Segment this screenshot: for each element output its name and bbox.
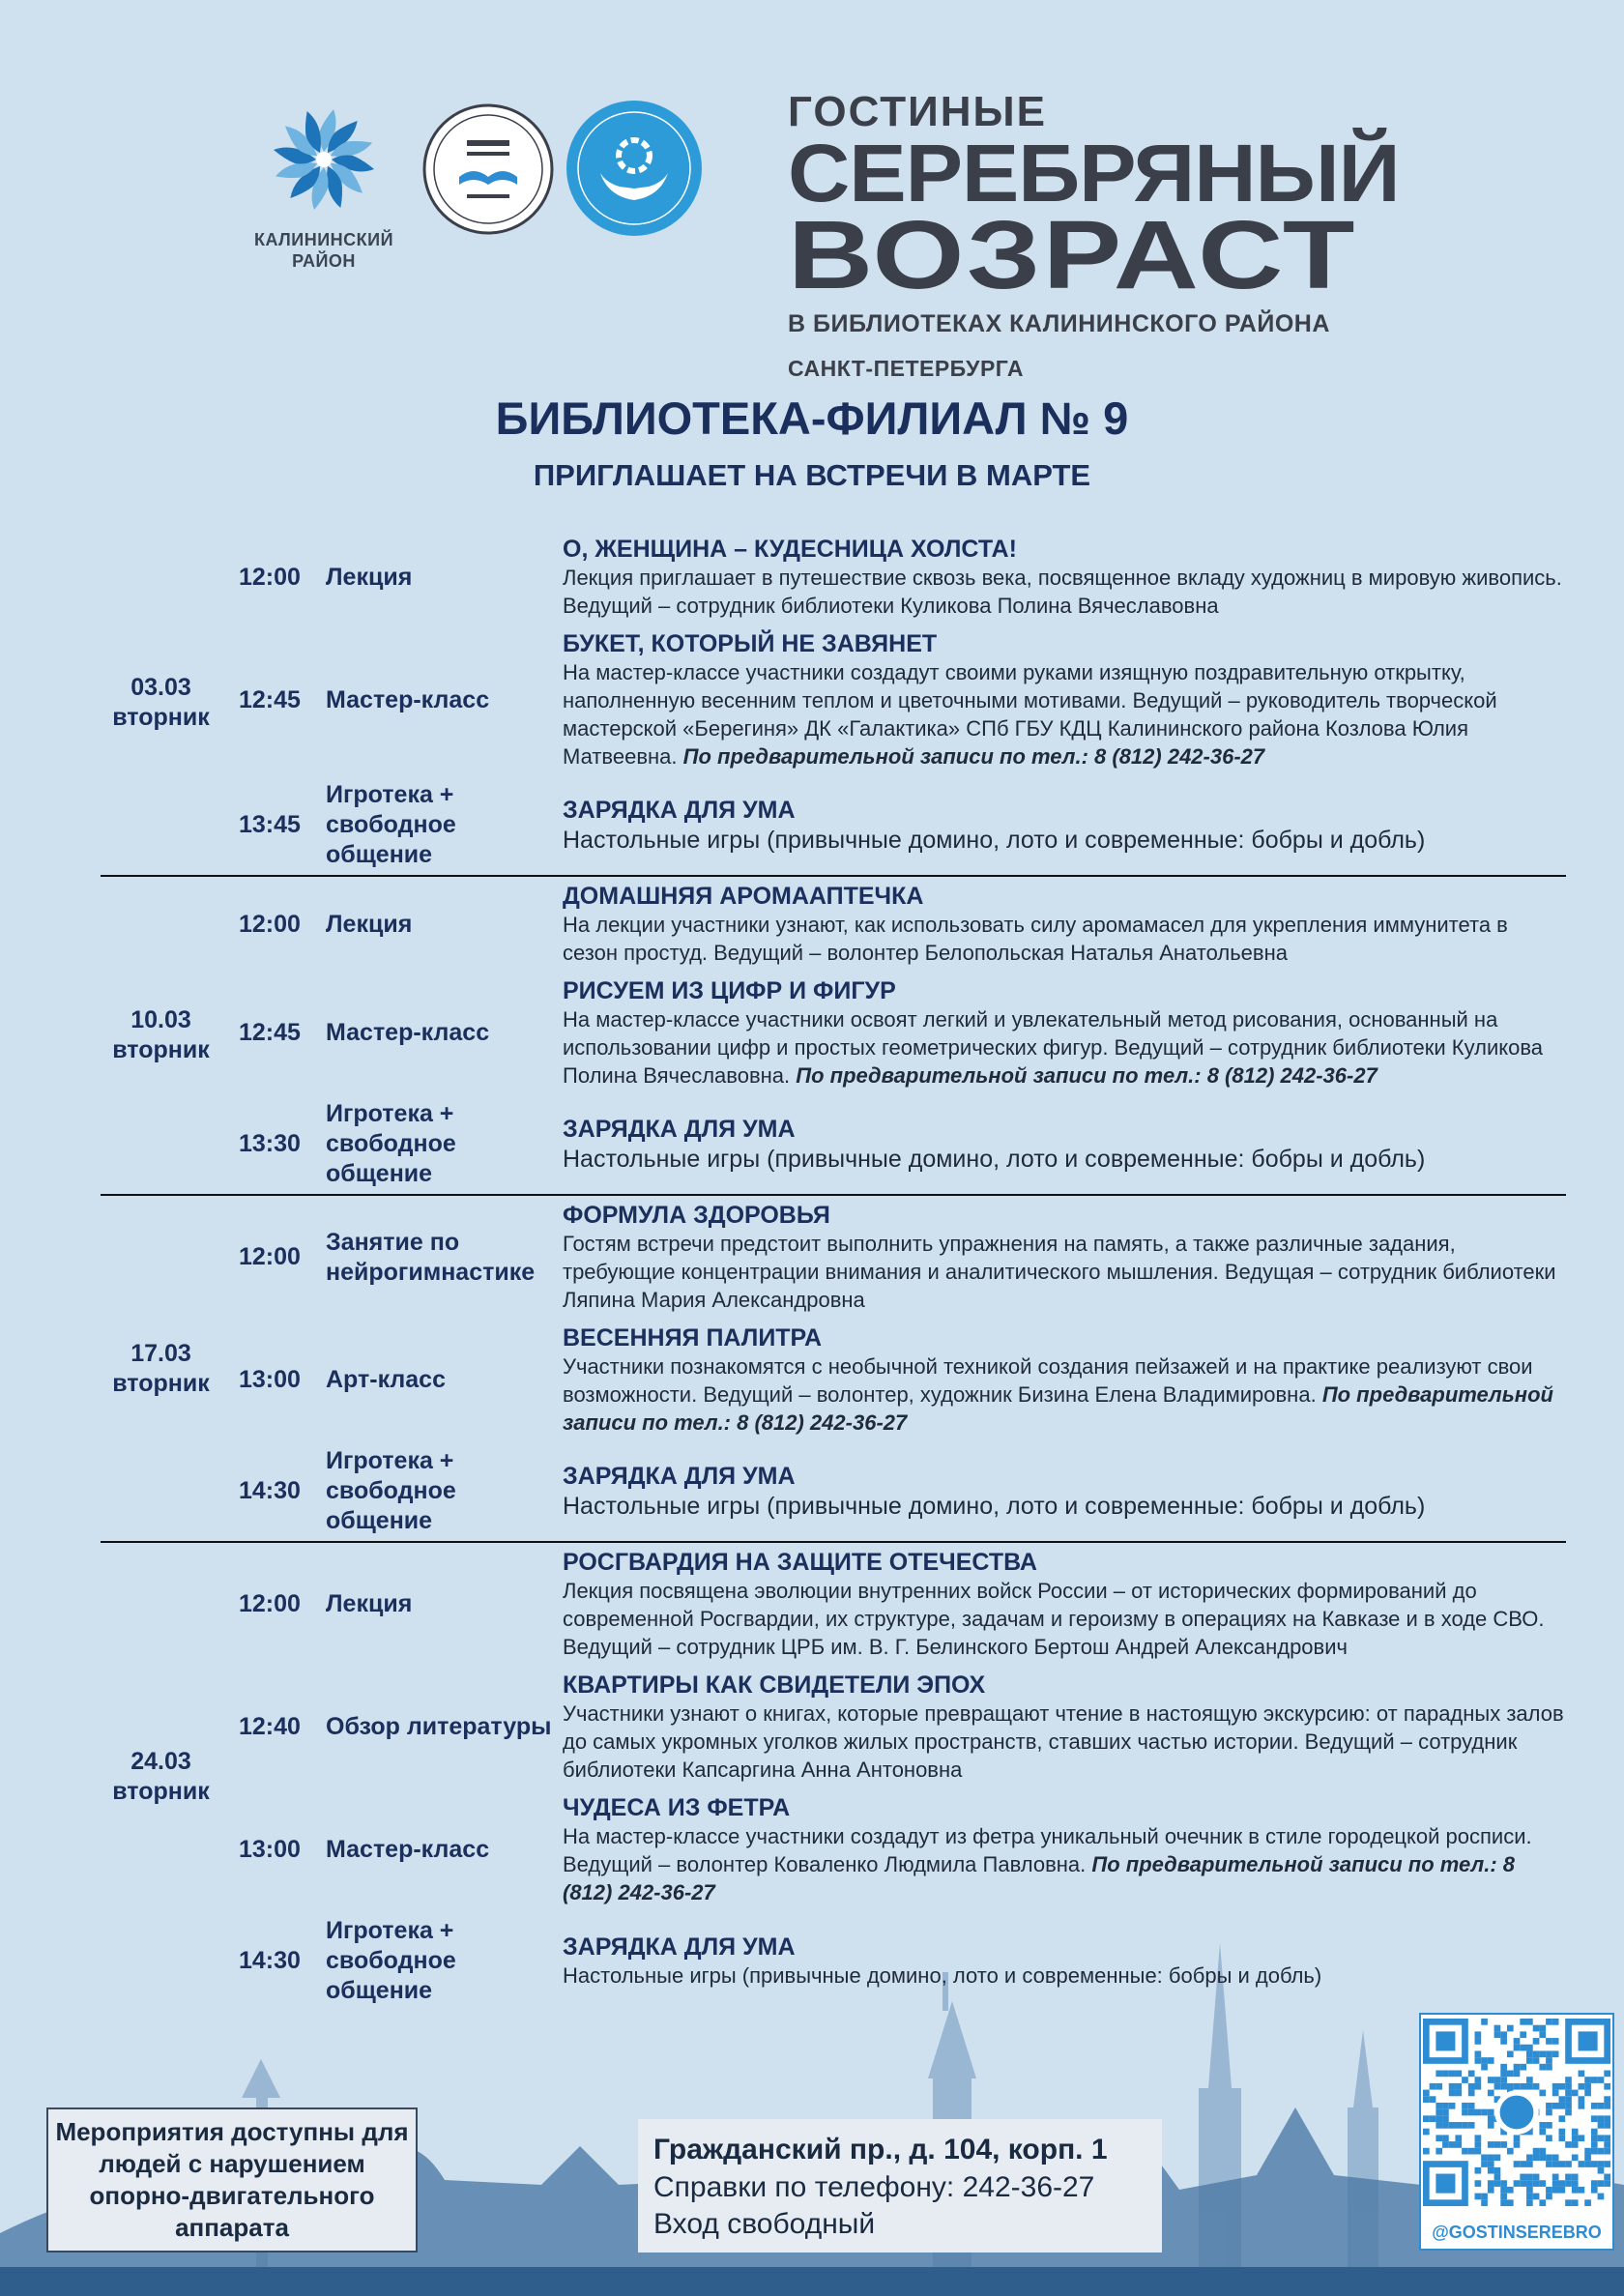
event-text [563,1005,1566,1090]
event-description [563,882,1566,967]
event-text-body: На мастер-классе участники освоят легкий и увлекательный метод рисования, основанный на использовании цифр и простых геометрических фигур. Ведущий – сотрудник библиотеки Куликова Полина Вячеславовна. [563,1007,1544,1088]
event-text-body: Настольные игры (привычные домино, лото и современные: бобры и добль) [563,1963,1322,1988]
brand-line-4: В БИБЛИОТЕКАХ КАЛИНИНСКОГО РАЙОНА [788,310,1330,337]
event-type: Лекция [326,1590,413,1617]
day-date [101,1543,221,2011]
event-description [563,535,1566,620]
event-type: Мастер-класс [326,685,490,713]
event-type: Мастер-класс [326,1836,490,1863]
event-text [563,1700,1566,1784]
event-description [563,1793,1566,1906]
event-text-body: Лекция приглашает в путешествие сквозь века, посвященное вкладу художниц в мировую живопись. Ведущий – сотрудник библиотеки Куликова Полина Вячеславовна [563,566,1562,618]
event-description [563,976,1566,1090]
date-value: 10.03 [130,1006,191,1033]
event-text [563,1230,1566,1314]
event-heading: ВЕСЕННЯЯ ПАЛИТРА [563,1324,823,1351]
day-events [221,530,1566,875]
event-description [563,796,1566,856]
event-heading: ЗАРЯДКА ДЛЯ УМА [563,796,796,824]
brand-logo-text [788,88,1400,385]
weekday: вторник [112,1036,210,1063]
event-text [563,658,1566,770]
registration-note: По предварительной записи по тел.: 8 (812) 242-36-27 [563,1382,1553,1435]
swirl-emblem-icon [271,92,377,227]
event-row [221,972,1566,1094]
event-heading: ЗАРЯДКА ДЛЯ УМА [563,1933,796,1961]
qr-code-box[interactable] [1419,2013,1614,2251]
event-text [563,825,1566,856]
page-subtitle: ПРИГЛАШАЕТ НА ВСТРЕЧИ В МАРТЕ [533,458,1091,492]
event-heading: ДОМАШНЯЯ АРОМААПТЕЧКА [563,883,924,910]
day-date [101,1196,221,1541]
event-schedule [101,530,1566,2011]
event-description [563,629,1566,770]
event-heading: БУКЕТ, КОТОРЫЙ НЕ ЗАВЯНЕТ [563,630,938,657]
event-description [563,1201,1566,1314]
kalininsky-caption: КАЛИНИНСКИЙ РАЙОН [253,230,394,271]
telegram-handle: @GOSTINSEREBRO [1432,2223,1602,2242]
event-description [563,1548,1566,1661]
day-date [101,530,221,875]
registration-note: По предварительной записи по тел.: 8 (812) 242-36-27 [796,1063,1378,1088]
registration-note: По предварительной записи по тел.: 8 (812) 242-36-27 [682,744,1265,769]
event-type: Обзор литературы [326,1713,552,1740]
page-title: БИБЛИОТЕКА-ФИЛИАЛ № 9 [495,392,1129,444]
event-heading: ЧУДЕСА ИЗ ФЕТРА [563,1794,791,1821]
event-row [221,1543,1566,1666]
event-row [221,1666,1566,1788]
event-text [563,1577,1566,1661]
entry-text: Вход свободный [653,2208,876,2240]
event-time: 14:30 [239,1477,301,1504]
event-type: Лекция [326,910,413,938]
phone-text: Справки по телефону: 242-36-27 [653,2171,1095,2203]
event-heading: РОСГВАРДИЯ НА ЗАЩИТЕ ОТЕЧЕСТВА [563,1549,1037,1576]
event-type: Игротека + свободное общение [326,1447,456,1534]
event-time: 12:00 [239,1243,301,1270]
event-time: 13:00 [239,1836,301,1863]
registration-note: По предварительной записи по тел.: 8 (812) 242-36-27 [563,1852,1516,1904]
event-text [563,1491,1566,1522]
event-text-body: Лекция посвящена эволюции внутренних войск России – от исторических формирований до современной Росгвардии, их структуре, задачам и героизму в операциях на Кавказе и в ходе СВО. Ведущий – сотрудник ЦРБ им. В. Г. Белинского Бертош Андрей Александрович [563,1579,1545,1659]
event-text-body: Настольные игры (привычные домино, лото и современные: бобры и добль) [563,1492,1426,1520]
event-type: Игротека + свободное общение [326,1917,456,2004]
event-time: 12:40 [239,1713,301,1740]
event-row [221,1788,1566,1911]
event-text [563,564,1566,620]
day-events [221,1543,1566,2011]
address-text: Гражданский пр., д. 104, корп. 1 [653,2134,1108,2165]
day-events [221,877,1566,1194]
brand-line-3: ВОЗРАСТ [788,201,1357,309]
event-time: 14:30 [239,1947,301,1974]
event-text [563,911,1566,967]
day-events [221,1196,1566,1541]
event-type: Занятие по нейрогимнастике [326,1228,536,1286]
event-time: 12:00 [239,1590,301,1617]
event-type: Мастер-класс [326,1019,490,1046]
event-heading: О, ЖЕНЩИНА – КУДЕСНИЦА ХОЛСТА! [563,536,1017,563]
event-heading: ФОРМУЛА ЗДОРОВЬЯ [563,1202,830,1229]
event-row [221,530,1566,625]
event-type: Арт-класс [326,1366,446,1393]
event-time: 13:45 [239,811,301,838]
event-heading: КВАРТИРЫ КАК СВИДЕТЕЛИ ЭПОХ [563,1671,986,1699]
event-description [563,1671,1566,1784]
event-row [221,775,1566,875]
event-type: Игротека + свободное общение [326,781,456,868]
event-time: 12:00 [239,563,301,591]
social-center-logo [566,100,703,242]
event-time: 12:00 [239,910,301,938]
event-time: 12:45 [239,1019,301,1046]
day-date [101,877,221,1194]
event-row [221,1911,1566,2011]
logo-group [251,92,715,285]
day-block [101,877,1566,1196]
qr-code-icon[interactable] [1423,2019,1610,2206]
day-block [101,1543,1566,2011]
event-description [563,1115,1566,1175]
date-value: 17.03 [130,1339,191,1367]
date-value: 03.03 [130,673,191,701]
day-block [101,530,1566,877]
event-text-body: Настольные игры (привычные домино, лото и современные: бобры и добль) [563,826,1426,854]
brand-line-5: САНКТ-ПЕТЕРБУРГА [788,356,1024,381]
accessibility-text: Мероприятия доступны для людей с нарушением опорно-двигательного аппарата [55,2117,409,2242]
event-heading: РИСУЕМ ИЗ ЦИФР И ФИГУР [563,977,896,1004]
event-text-body: Участники познакомятся с необычной техникой создания пейзажей и на практике реализуют свои возможности. Ведущий – волонтер, художник Бизина Елена Владимировна. [563,1354,1533,1407]
weekday: вторник [112,1778,210,1805]
event-text-body: Гостям встречи предстоит выполнить упражнения на память, а также различные задания, требующие концентрации внимания и аналитического мышления. Ведущая – сотрудник библиотеки Ляпина Мария Александровна [563,1232,1556,1312]
kalininsky-district-logo [251,92,396,272]
event-description [563,1462,1566,1522]
event-row [221,1094,1566,1194]
event-description [563,1323,1566,1437]
event-type: Игротека + свободное общение [326,1100,456,1187]
event-description [563,1933,1566,1990]
event-text [563,1352,1566,1437]
event-text [563,1144,1566,1175]
date-value: 24.03 [130,1748,191,1775]
library-system-logo [420,102,556,242]
event-time: 13:30 [239,1130,301,1157]
accessibility-notice [46,2107,418,2252]
event-text-body: Настольные игры (привычные домино, лото и современные: бобры и добль) [563,1145,1426,1173]
event-heading: ЗАРЯДКА ДЛЯ УМА [563,1115,796,1143]
event-text-body: Участники узнают о книгах, которые превращают чтение в настоящую экскурсию: от парадных залов до самых укромных уголков жилых пространств, ставших частью истории. Ведущий – сотрудник библиотеки Капсаргина Анна Антоновна [563,1701,1564,1782]
brand-line-1: ГОСТИНЫЕ [788,88,1047,135]
event-text-body: На мастер-классе участники создадут из фетра уникальный очечник в стиле городецкой росписи. Ведущий – волонтер Коваленко Людмила Павловна. [563,1824,1532,1876]
event-text-body: На мастер-классе участники создадут своими руками изящную поздравительную открытку, наполненную весенним теплом и цветочными мотивами. Ведущий – руководитель творческой мастерской «Берегиня» ДК «Галактика» СПб ГБУ КДЦ Калининского района Козлова Юлия Матвеевна. [563,660,1497,769]
event-text [563,1962,1566,1990]
event-type: Лекция [326,563,413,591]
brand-line-2: СЕРЕБРЯНЫЙ [788,128,1400,218]
event-row [221,877,1566,972]
event-time: 12:45 [239,685,301,713]
event-time: 13:00 [239,1366,301,1393]
address-box [638,2119,1162,2252]
event-heading: ЗАРЯДКА ДЛЯ УМА [563,1462,796,1490]
event-row [221,625,1566,775]
weekday: вторник [112,703,210,731]
event-row [221,1441,1566,1541]
event-row [221,1196,1566,1319]
day-block [101,1196,1566,1543]
weekday: вторник [112,1369,210,1397]
event-row [221,1319,1566,1441]
event-text [563,1822,1566,1906]
event-text-body: На лекции участники узнают, как использовать силу аромамасел для укрепления иммунитета в сезон простуд. Ведущий – волонтер Белопольская Наталья Анатольевна [563,913,1508,965]
